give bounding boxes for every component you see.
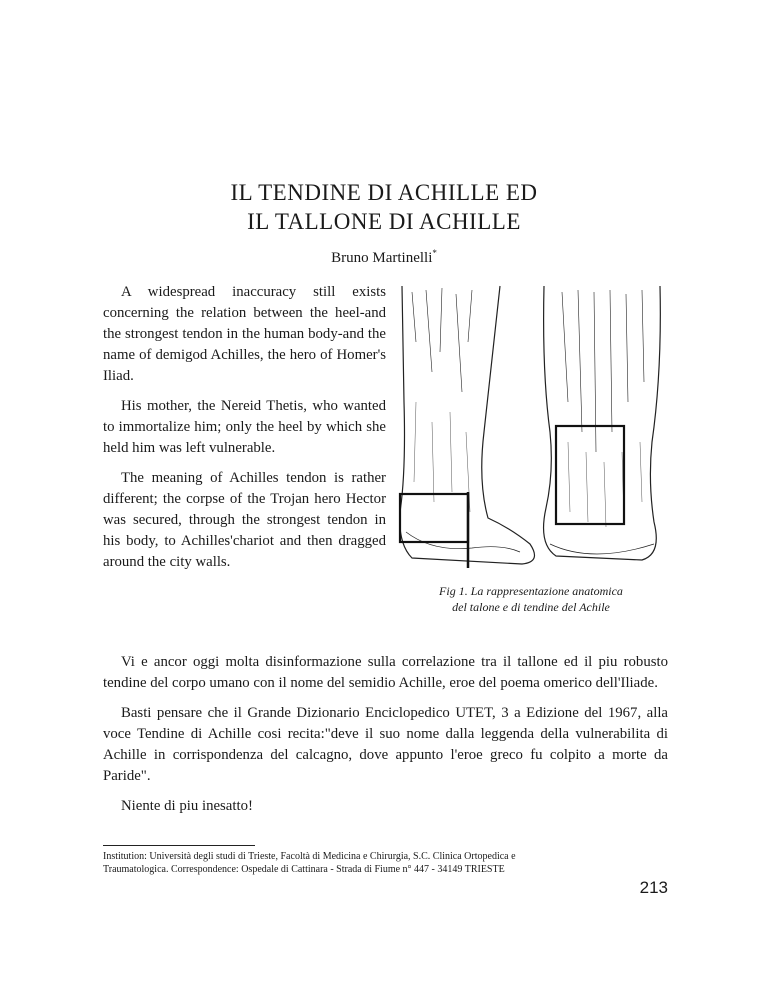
paragraph: Basti pensare che il Grande Dizionario Enciclopedico UTET, 3 a Edizione del 1967, alla voce Tendine di Achille cosi recita:"deve il suo nome dalla leggenda della vulnerabilita di Achille in corrispondenza del calcagno, dove appunto l'eroe greco fu colpito a morte da Paride". — [103, 705, 668, 784]
footnote-line-2: Traumatologica. Correspondence: Ospedale di Cattinara - Strada di Fiume n° 447 - 34149 TRIESTE — [103, 864, 505, 875]
caption-line-1: Fig 1. La rappresentazione anatomica — [439, 584, 623, 598]
title-line-1: IL TENDINE DI ACHILLE ED — [230, 180, 538, 205]
footnote — [103, 850, 673, 876]
body-text — [103, 652, 668, 826]
article-title — [0, 178, 768, 236]
paragraph: The meaning of Achilles tendon is rather different; the corpse of the Trojan hero Hector was secured, through the strongest tendon in his body, to Achilles'chariot and then dragged around the city walls. — [103, 470, 386, 570]
caption-line-2: del talone e di tendine del Achile — [452, 600, 610, 614]
footnote-line-1: Institution: Università degli studi di Trieste, Facoltà di Medicina e Chirurgia, S.C. Clinica Ortopedica e — [103, 851, 516, 862]
paragraph: His mother, the Nereid Thetis, who wanted to immortalize him; only the heel by which she held him was left vulnerable. — [103, 398, 386, 456]
author — [0, 248, 768, 267]
intro-column — [103, 282, 386, 582]
title-line-2: IL TALLONE DI ACHILLE — [247, 209, 521, 234]
figure-caption — [392, 583, 670, 615]
paragraph: A widespread inaccuracy still exists concerning the relation between the heel-and the strongest tendon in the human body-and the name of demigod Achilles, the hero of Homer's Iliad. — [103, 284, 386, 384]
footnote-divider — [103, 845, 255, 846]
author-footnote-mark: * — [432, 248, 437, 258]
author-name: Bruno Martinelli — [331, 250, 433, 266]
ankle-drawing — [392, 282, 670, 578]
paragraph: Vi e ancor oggi molta disinformazione sulla correlazione tra il tallone ed il piu robusto tendine del corpo umano con il nome del semidio Achille, eroe del poema omerico dell'Iliade. — [103, 654, 668, 691]
page-number: 213 — [639, 878, 668, 897]
heel-illustration — [392, 282, 670, 578]
paragraph: Niente di piu inesatto! — [121, 798, 253, 814]
